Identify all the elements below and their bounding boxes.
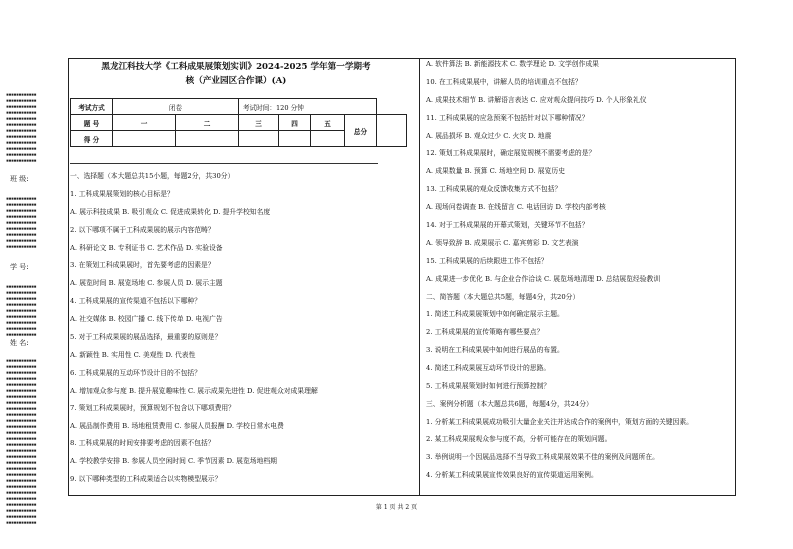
col-header-2: 二 <box>176 115 239 131</box>
seal-line-dots: ▪▪▪▪▪▪▪▪▪▪▪▪ ▪▪▪▪▪▪▪▪▪▪▪▪ ▪▪▪▪▪▪▪▪▪▪▪▪ ▪▪▪▪▪▪▪▪▪▪▪▪ ▪▪▪▪▪▪▪▪▪▪▪▪ ▪▪▪▪▪▪▪▪▪▪▪▪ ▪▪▪▪▪▪▪▪▪▪▪▪ ▪▪▪▪▪▪▪▪▪▪▪▪ ▪▪▪▪▪▪▪▪▪▪▪▪ <box>6 284 37 338</box>
score-cell-4 <box>279 131 311 147</box>
question-text: 5. 工科成果展策划时如何进行预算控制？ <box>426 382 551 391</box>
col-header-4: 四 <box>279 115 311 131</box>
question-text: 9. 以下哪种类型的工科成果适合以实物模型展示？ <box>70 475 222 484</box>
question-text: 8. 工科成果展的时间安排要考虑的因素不包括？ <box>70 439 215 448</box>
question-text: 1. 简述工科成果展策划中如何确定展示主题。 <box>426 310 564 319</box>
question-no-label: 题 号 <box>71 115 113 131</box>
score-label: 得 分 <box>71 131 113 147</box>
title-line-2: 核（产业园区合作课）(A) <box>185 76 287 86</box>
section-heading: 一、选择题（本大题总共15小题，每题2分，共30分） <box>70 172 235 180</box>
question-text: 6. 工科成果展的互动环节设计目的不包括？ <box>70 368 201 377</box>
question-options: A. 成果进一步优化 B. 与企业合作洽谈 C. 展览场地清理 D. 总结展览经验教训 <box>426 274 661 283</box>
question-options: A. 软件算法 B. 新能源技术 C. 数学理论 D. 文学创作成果 <box>426 60 599 68</box>
left-questions <box>70 172 416 493</box>
question-text: 1. 分析某工科成果展成功吸引大量企业关注并达成合作的案例中，策划方面的关键因素。 <box>426 417 693 426</box>
seal-line-dots: ▪▪▪▪▪▪▪▪▪▪▪▪ ▪▪▪▪▪▪▪▪▪▪▪▪ ▪▪▪▪▪▪▪▪▪▪▪▪ ▪▪▪▪▪▪▪▪▪▪▪▪ ▪▪▪▪▪▪▪▪▪▪▪▪ ▪▪▪▪▪▪▪▪▪▪▪▪ ▪▪▪▪▪▪▪▪▪▪▪▪ ▪▪▪▪▪▪▪▪▪▪▪▪ ▪▪▪▪▪▪▪▪▪▪▪▪ ▪▪▪▪▪▪▪▪▪▪▪▪ ▪▪▪▪▪▪▪▪▪▪▪▪ ▪▪▪▪▪▪▪▪▪▪▪▪ <box>6 92 37 164</box>
question-text: 2. 某工科成果展观众参与度不高，分析可能存在的策划问题。 <box>426 434 612 443</box>
score-cell-2 <box>176 131 239 147</box>
page-number: 第 1 页 共 2 页 <box>375 504 418 511</box>
question-text: 2. 以下哪项不属于工科成果展的展示内容范畴？ <box>70 225 215 234</box>
question-text: 14. 对于工科成果展的开幕式策划，关键环节不包括？ <box>426 221 589 230</box>
column-divider <box>419 58 420 496</box>
question-options: A. 新颖性 B. 实用性 C. 美观性 D. 代表性 <box>70 350 196 359</box>
question-options: A. 社交媒体 B. 校园广播 C. 线下传单 D. 电视广告 <box>70 315 223 324</box>
question-text: 3. 举例说明一个因展品选择不当导致工科成果展效果不佳的案例及问题所在。 <box>426 452 659 461</box>
question-options: A. 展示科技成果 B. 吸引观众 C. 促进成果转化 D. 提升学校知名度 <box>70 207 271 216</box>
page-title <box>76 60 396 88</box>
header-rule <box>70 163 378 164</box>
question-text: 1. 工科成果展策划的核心目标是？ <box>70 189 174 198</box>
question-text: 2. 工科成果展的宣传策略有哪些要点？ <box>426 328 544 337</box>
right-questions <box>426 60 734 480</box>
name-label: 姓 名: <box>10 339 29 347</box>
question-options: A. 展品损坏 B. 观众过少 C. 火灾 D. 地震 <box>426 131 552 140</box>
question-text: 13. 工科成果展的观众反馈收集方式不包括？ <box>426 185 562 194</box>
question-text: 5. 对于工科成果展的展品选择，最重要的原则是？ <box>70 333 222 342</box>
total-score-cell <box>377 115 407 147</box>
col-header-3: 三 <box>239 115 279 131</box>
right-column <box>426 60 734 488</box>
question-options: A. 现场问卷调查 B. 在线留言 C. 电话回访 D. 学校内部考核 <box>426 203 606 212</box>
total-label: 总分 <box>345 115 377 147</box>
question-options: A. 成果技术细节 B. 讲解语言表达 C. 应对观众提问技巧 D. 个人形象礼仪 <box>426 95 647 104</box>
section-heading: 二、简答题（本大题总共5题，每题4分，共20分） <box>426 292 580 301</box>
score-table <box>70 98 407 147</box>
class-label: 班 级: <box>10 175 29 183</box>
question-options: A. 展览时间 B. 展览场地 C. 参展人员 D. 展示主题 <box>70 279 223 288</box>
question-text: 10. 在工科成果展中，讲解人员的培训重点不包括？ <box>426 77 582 86</box>
score-cell-1 <box>113 131 176 147</box>
question-text: 3. 在策划工科成果展时，首先要考虑的因素是？ <box>70 261 215 270</box>
score-cell-3 <box>239 131 279 147</box>
question-options: A. 科研论文 B. 专利证书 C. 艺术作品 D. 实验设备 <box>70 243 223 252</box>
question-text: 4. 简述工科成果展互动环节设计的思路。 <box>426 364 551 373</box>
question-text: 15. 工科成果展的后续跟进工作不包括？ <box>426 256 548 265</box>
section-heading: 三、案例分析题（本大题总共6题，每题4分，共24分） <box>426 399 593 408</box>
score-cell-5 <box>311 131 345 147</box>
binding-strip <box>6 92 58 532</box>
question-options: A. 学校教学安排 B. 参展人员空闲时间 C. 季节因素 D. 展览场地档期 <box>70 457 277 466</box>
exam-method-value: 闭卷 <box>113 99 239 115</box>
question-text: 3. 说明在工科成果展中如何进行展品的布置。 <box>426 346 564 355</box>
question-options: A. 领导致辞 B. 成果展示 C. 嘉宾剪彩 D. 文艺表演 <box>426 238 579 247</box>
question-text: 4. 工科成果展的宣传渠道不包括以下哪种？ <box>70 297 201 306</box>
question-text: 11. 工科成果展的应急预案不包括针对以下哪种情况？ <box>426 113 589 122</box>
question-text: 4. 分析某工科成果展宣传效果良好的宣传渠道运用案例。 <box>426 470 598 479</box>
title-line-1: 黑龙江科技大学《工科成果展策划实训》2024-2025 学年第一学期考 <box>101 62 371 72</box>
student-id-label: 学 号: <box>10 263 29 271</box>
seal-line-dots: ▪▪▪▪▪▪▪▪▪▪▪▪ ▪▪▪▪▪▪▪▪▪▪▪▪ ▪▪▪▪▪▪▪▪▪▪▪▪ ▪▪▪▪▪▪▪▪▪▪▪▪ ▪▪▪▪▪▪▪▪▪▪▪▪ ▪▪▪▪▪▪▪▪▪▪▪▪ ▪▪▪▪▪▪▪▪▪▪▪▪ ▪▪▪▪▪▪▪▪▪▪▪▪ ▪▪▪▪▪▪▪▪▪▪▪▪ ▪▪▪▪▪▪▪▪▪▪▪▪ ▪▪▪▪▪▪▪▪▪▪▪▪ ▪▪▪▪▪▪▪▪▪▪▪▪ ▪▪▪▪▪▪▪▪▪▪▪▪ ▪▪▪▪▪▪▪▪▪▪▪▪ ▪▪▪▪▪▪▪▪▪▪▪▪ ▪▪▪▪▪▪▪▪▪▪▪▪ ▪▪▪▪▪▪▪▪▪▪▪▪ ▪▪▪▪▪▪▪▪▪▪▪▪ ▪▪▪▪▪▪▪▪▪▪▪▪ ▪▪▪▪▪▪▪▪▪▪▪▪ ▪▪▪▪▪▪▪▪▪▪▪▪ ▪▪▪▪▪▪▪▪▪▪▪▪ ▪▪▪▪▪▪▪▪▪▪▪▪ ▪▪▪▪▪▪▪▪▪▪▪▪ ▪▪▪▪▪▪▪▪▪▪▪▪ ▪▪▪▪▪▪▪▪▪▪▪▪ ▪▪▪▪▪▪▪▪▪▪▪▪ ▪▪▪▪▪▪▪▪▪▪▪▪ <box>6 358 37 526</box>
question-text: 7. 策划工科成果展时，预算规划不包含以下哪项费用？ <box>70 403 235 412</box>
question-options: A. 展品制作费用 B. 场地租赁费用 C. 参展人员报酬 D. 学校日常水电费 <box>70 421 284 430</box>
col-header-1: 一 <box>113 115 176 131</box>
left-column <box>70 60 416 484</box>
exam-method-label: 考试方式 <box>71 99 113 115</box>
question-text: 12. 策划工科成果展时，确定展览规模不需要考虑的是？ <box>426 149 596 158</box>
question-options: A. 增加观众参与度 B. 提升展览趣味性 C. 展示成果先进性 D. 促进观众对成果理解 <box>70 386 318 395</box>
exam-time: 考试时间：120 分钟 <box>239 99 377 115</box>
seal-line-dots: ▪▪▪▪▪▪▪▪▪▪▪▪ ▪▪▪▪▪▪▪▪▪▪▪▪ ▪▪▪▪▪▪▪▪▪▪▪▪ ▪▪▪▪▪▪▪▪▪▪▪▪ ▪▪▪▪▪▪▪▪▪▪▪▪ ▪▪▪▪▪▪▪▪▪▪▪▪ ▪▪▪▪▪▪▪▪▪▪▪▪ ▪▪▪▪▪▪▪▪▪▪▪▪ ▪▪▪▪▪▪▪▪▪▪▪▪ <box>6 196 37 250</box>
col-header-5: 五 <box>311 115 345 131</box>
question-options: A. 成果数量 B. 预算 C. 场地空间 D. 展览历史 <box>426 167 565 176</box>
